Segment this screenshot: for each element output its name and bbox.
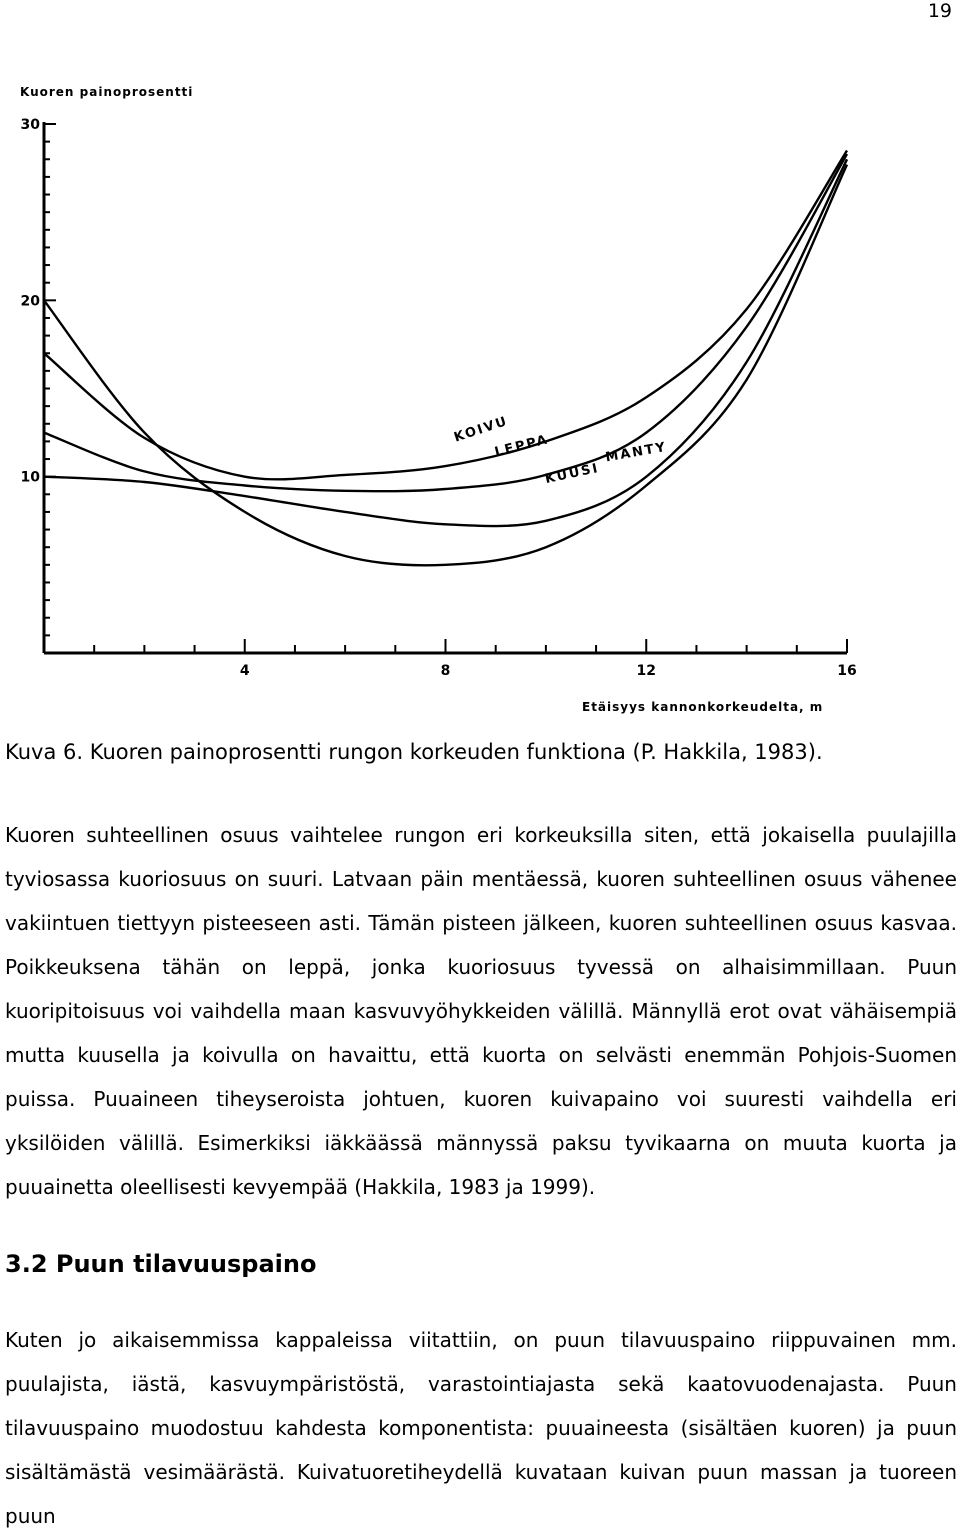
paragraph: Kuoren suhteellinen osuus vaihtelee rungon eri korkeuksilla siten, että jokaisella puulajilla tyviosassa kuoriosuus on suuri. Latvaan päin mentäessä, kuoren suhteellinen osuus vähenee vakiintuen tiettyyn pisteeseen asti. Tämän pisteen jälkeen, kuoren suhteellinen osuus kasvaa. Poikkeuksena tähän on leppä, jonka kuoriosuus tyvessä on alhaisimmillaan. Puun kuoripitoisuus voi vaihdella maan kasvuvyöhykkeiden välillä. Männyllä erot ovat vähäisempiä mutta kuusella ja koivulla on havaittu, että kuorta on selvästi enemmän Pohjois-Suomen puissa. Puuaineen tiheyseroista johtuen, kuoren kuivapaino voi suuresti vaihdella eri yksilöiden välillä. Esimerkiksi iäkkäässä männyssä paksu tyvikaarna on muuta kuorta ja puuainetta oleellisesti kevyempää (Hakkila, 1983 ja 1999). <box>5 823 957 1199</box>
x-tick-label: 8 <box>440 663 451 679</box>
series-label: KUUSI <box>543 460 601 488</box>
series-line-manty <box>44 165 847 566</box>
figure-caption: Kuva 6. Kuoren painoprosentti rungon korkeuden funktiona (P. Hakkila, 1983). <box>5 740 823 764</box>
series-label: KOIVU <box>452 413 511 446</box>
x-tick-label: 4 <box>239 663 250 679</box>
y-axis-label: Kuoren painoprosentti <box>20 85 194 99</box>
page-number: 19 <box>927 0 952 22</box>
x-axis-label: Etäisyys kannonkorkeudelta, m <box>582 700 824 714</box>
y-tick-label: 10 <box>20 469 40 486</box>
section-heading: 3.2 Puun tilavuuspaino <box>5 1250 317 1278</box>
y-tick-label: 20 <box>20 293 40 310</box>
x-tick-label: 12 <box>636 663 656 679</box>
series-label: MANTY <box>604 439 669 466</box>
paragraph: Kuten jo aikaisemmissa kappaleissa viitattiin, on puun tilavuuspaino riippuvainen mm. puulajista, iästä, kasvuympäristöstä, varastointiajasta sekä kaatovuodenajasta. Puun tilavuuspaino muodostuu kahdesta komponentista: puuaineesta (sisältäen kuoren) ja puun sisältämästä vesimäärästä. Kuivatuoretiheydellä kuvataan kuivan puun massan ja tuoreen puun <box>5 1328 957 1528</box>
x-tick-label: 16 <box>837 663 857 679</box>
y-tick-label: 30 <box>20 117 40 133</box>
series-label: LEPPA <box>493 432 551 461</box>
series-line-kuusi <box>44 159 847 526</box>
series-line-koivu <box>44 151 847 480</box>
bark-percentage-chart <box>0 70 880 720</box>
series-line-leppa <box>44 154 847 491</box>
